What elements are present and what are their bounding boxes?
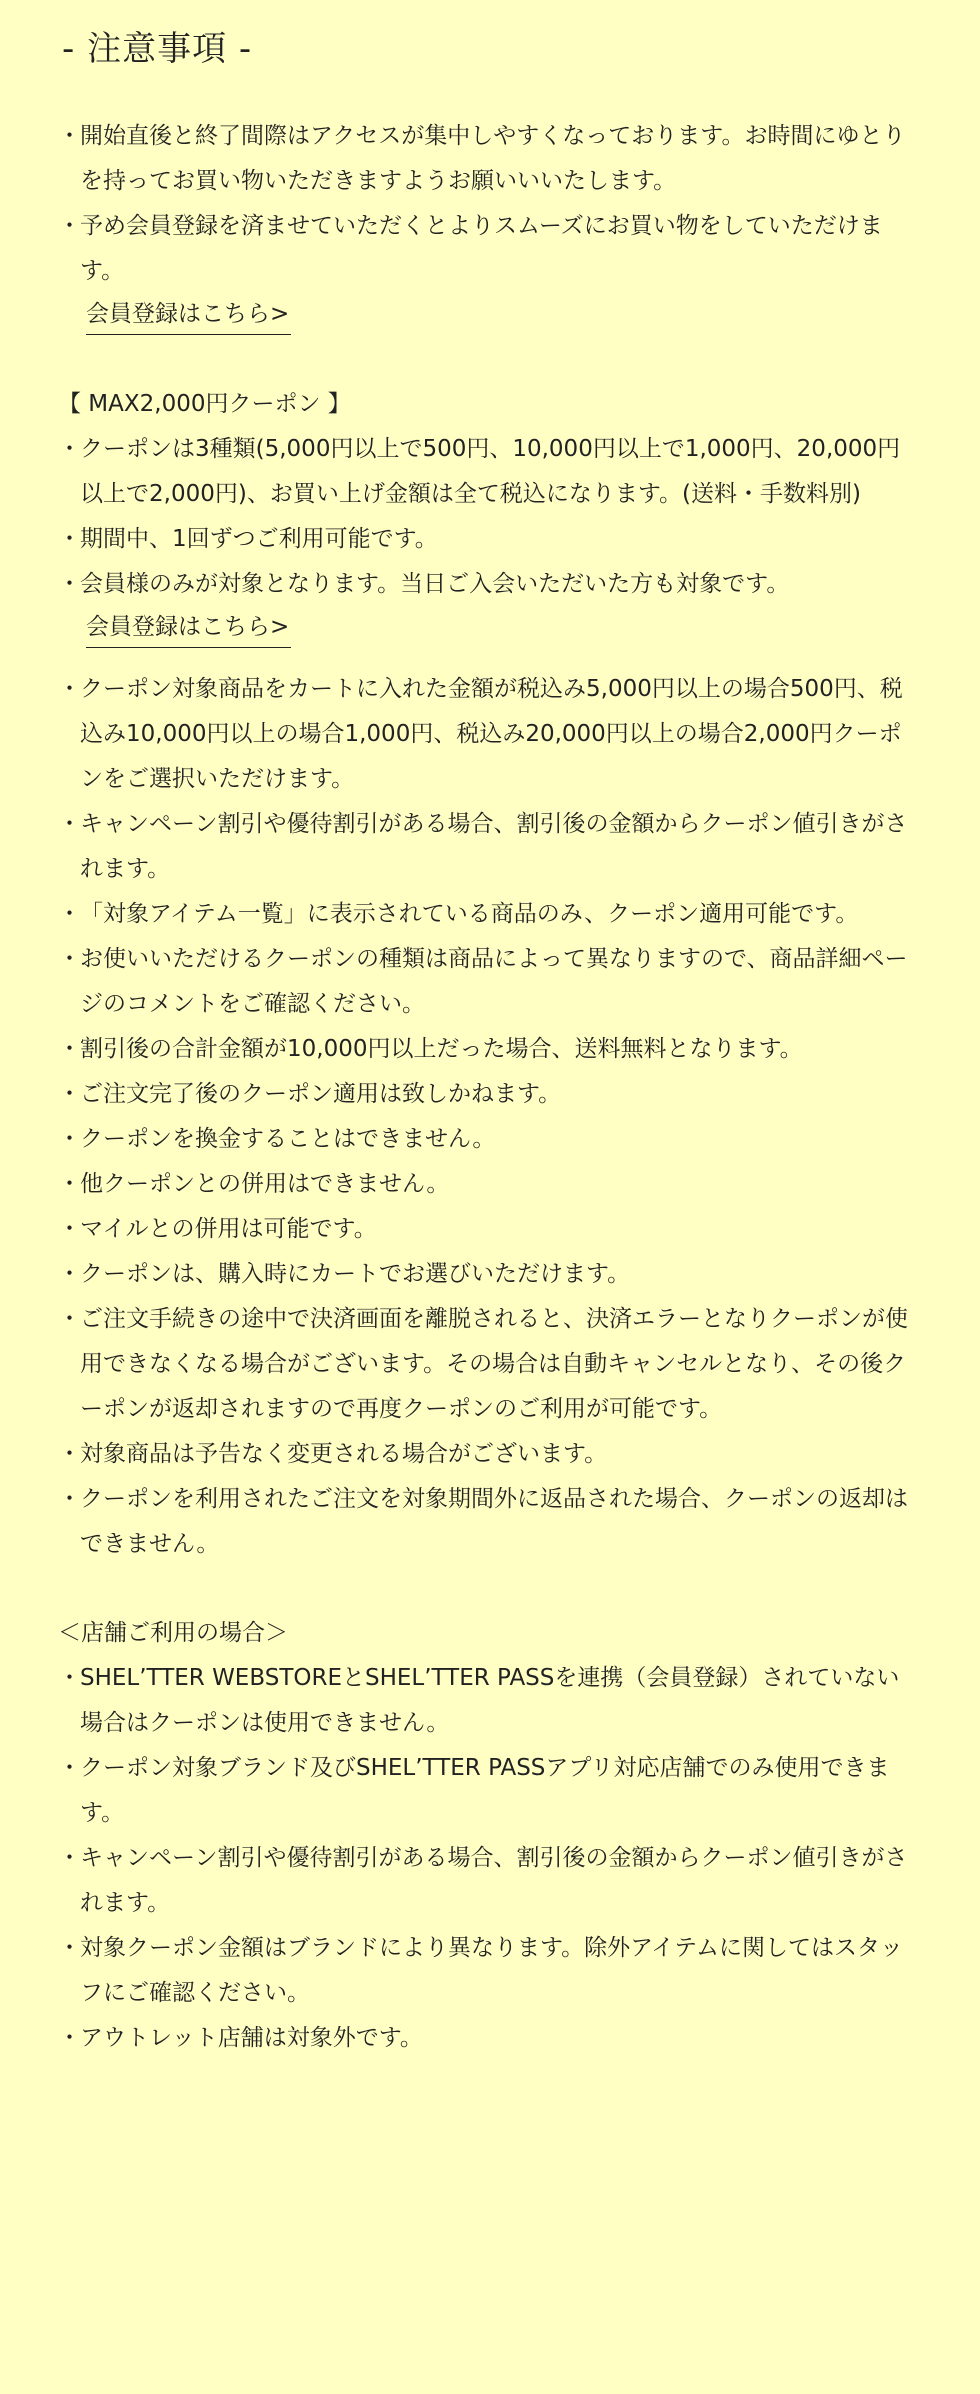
- coupon-summary-list: [58, 427, 920, 607]
- register-link-row: [58, 294, 920, 346]
- list-item: [58, 667, 920, 802]
- detail-text: クーポン対象商品をカートに入れた金額が税込み5,000円以上の場合500円、税込み10,000円以上の場合1,000円、税込み20,000円以上の場合2,000円クーポンをご選択いただけます。: [80, 676, 903, 792]
- store-text: 対象クーポン金額はブランドにより異なります。除外アイテムに関してはスタッフにご確認ください。: [80, 1935, 903, 2006]
- bullet: ・: [58, 811, 81, 837]
- detail-text: クーポンは、購入時にカートでお選びいただけます。: [80, 1261, 631, 1287]
- detail-text: ご注文手続きの途中で決済画面を離脱されると、決済エラーとなりクーポンが使用できなくなる場合がございます。その場合は自動キャンセルとなり、その後クーポンが返却されますので再度クーポンのご利用が可能です。: [80, 1306, 908, 1422]
- list-item: [58, 427, 920, 517]
- list-item: [58, 204, 920, 294]
- bullet: ・: [58, 436, 81, 462]
- member-registration-link[interactable]: 会員登録はこちら>: [86, 294, 291, 335]
- list-item: [58, 1297, 920, 1432]
- detail-text: マイルとの併用は可能です。: [80, 1216, 377, 1242]
- store-text: クーポン対象ブランド及びSHEL’TTER PASSアプリ対応店舗でのみ使用できます。: [80, 1755, 890, 1826]
- list-item: [58, 802, 920, 892]
- list-item: [58, 1926, 920, 2016]
- detail-text: クーポンを換金することはできません。: [80, 1126, 496, 1152]
- bullet: ・: [58, 2025, 81, 2051]
- list-item: [58, 1162, 920, 1207]
- bullet: ・: [58, 1036, 81, 1062]
- note-text: 開始直後と終了間際はアクセスが集中しやすくなっております。お時間にゆとりを持ってお買い物いただきますようお願いいいたします。: [80, 123, 906, 194]
- bullet: ・: [58, 1441, 81, 1467]
- detail-text: キャンペーン割引や優待割引がある場合、割引後の金額からクーポン値引きがされます。: [80, 811, 908, 882]
- bullet: ・: [58, 1935, 81, 1961]
- bullet: ・: [58, 1081, 81, 1107]
- bullet: ・: [58, 1845, 81, 1871]
- list-item: [58, 1117, 920, 1162]
- store-text: キャンペーン割引や優待割引がある場合、割引後の金額からクーポン値引きがされます。: [80, 1845, 908, 1916]
- bullet: ・: [58, 1216, 81, 1242]
- bullet: ・: [58, 1306, 81, 1332]
- list-item: [58, 114, 920, 204]
- general-notes-list: [58, 114, 920, 294]
- bullet: ・: [58, 213, 81, 239]
- detail-text: ご注文完了後のクーポン適用は致しかねます。: [80, 1081, 562, 1107]
- bullet: ・: [58, 901, 81, 927]
- detail-text: 他クーポンとの併用はできません。: [80, 1171, 450, 1197]
- bullet: ・: [58, 1171, 81, 1197]
- bullet: ・: [58, 676, 81, 702]
- bullet: ・: [58, 1126, 81, 1152]
- detail-text: お使いいただけるクーポンの種類は商品によって異なりますので、商品詳細ページのコメントをご確認ください。: [80, 946, 908, 1017]
- bullet: ・: [58, 1755, 81, 1781]
- detail-text: 対象商品は予告なく変更される場合がございます。: [80, 1441, 608, 1467]
- list-item: [58, 1477, 920, 1567]
- register-link-row: [58, 607, 920, 659]
- bullet: ・: [58, 571, 81, 597]
- list-item: [58, 1207, 920, 1252]
- list-item: [58, 1072, 920, 1117]
- bullet: ・: [58, 526, 81, 552]
- bullet: ・: [58, 1486, 81, 1512]
- coupon-text: 会員様のみが対象となります。当日ご入会いただいた方も対象です。: [80, 571, 790, 597]
- store-text: アウトレット店舗は対象外です。: [80, 2025, 423, 2051]
- detail-text: 「対象アイテム一覧」に表示されている商品のみ、クーポン適用可能です。: [80, 901, 859, 927]
- list-item: [58, 517, 920, 562]
- list-item: [58, 1252, 920, 1297]
- coupon-text: クーポンは3種類(5,000円以上で500円、10,000円以上で1,000円、20,000円以上で2,000円)、お買い上げ金額は全て税込になります。(送料・手数料別): [80, 436, 901, 507]
- member-registration-link[interactable]: 会員登録はこちら>: [86, 607, 291, 648]
- list-item: [58, 2016, 920, 2061]
- general-notes: [58, 114, 920, 346]
- list-item: [58, 562, 920, 607]
- list-item: [58, 1656, 920, 1746]
- list-item: [58, 937, 920, 1027]
- bullet: ・: [58, 1665, 81, 1691]
- coupon-section: [58, 382, 920, 1567]
- store-text: SHEL’TTER WEBSTOREとSHEL’TTER PASSを連携（会員登録）されていない場合はクーポンは使用できません。: [80, 1665, 900, 1736]
- detail-text: 割引後の合計金額が10,000円以上だった場合、送料無料となります。: [80, 1036, 803, 1062]
- store-section: [58, 1611, 920, 2061]
- note-text: 予め会員登録を済ませていただくとよりスムーズにお買い物をしていただけます。: [80, 213, 883, 284]
- bullet: ・: [58, 123, 81, 149]
- store-heading: ＜店舗ご利用の場合＞: [58, 1620, 288, 1646]
- coupon-details-list: [58, 667, 920, 1567]
- detail-text: クーポンを利用されたご注文を対象期間外に返品された場合、クーポンの返却はできません。: [80, 1486, 908, 1557]
- list-item: [58, 1746, 920, 1836]
- list-item: [58, 892, 920, 937]
- page-title: - 注意事項 -: [62, 29, 253, 69]
- list-item: [58, 1027, 920, 1072]
- coupon-heading: 【 MAX2,000円クーポン 】: [58, 391, 351, 417]
- bullet: ・: [58, 946, 81, 972]
- store-list: [58, 1656, 920, 2061]
- coupon-text: 期間中、1回ずつご利用可能です。: [80, 526, 438, 552]
- bullet: ・: [58, 1261, 81, 1287]
- list-item: [58, 1432, 920, 1477]
- list-item: [58, 1836, 920, 1926]
